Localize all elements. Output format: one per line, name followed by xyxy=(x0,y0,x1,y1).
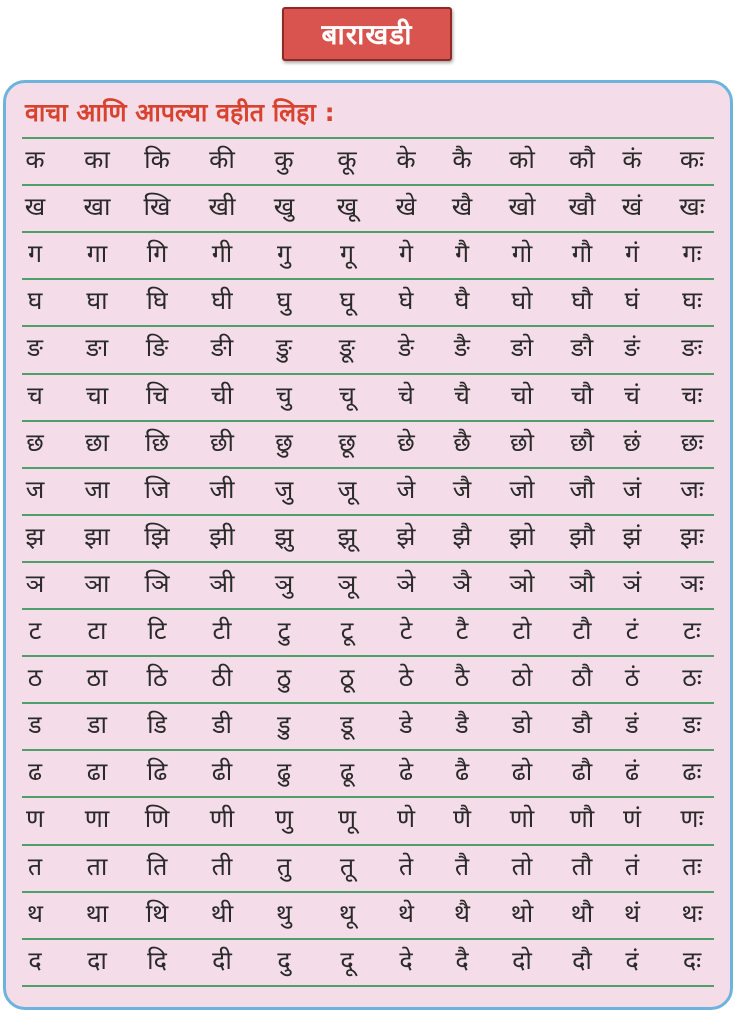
syllable-cell: घं xyxy=(624,286,640,316)
syllable-cell: थं xyxy=(624,898,640,928)
syllable-cell: छू xyxy=(338,427,356,457)
syllable-cell: झं xyxy=(622,521,642,551)
syllable-cell: थ xyxy=(27,898,43,928)
syllable-cell: झु xyxy=(274,521,294,551)
syllable-cell: झः xyxy=(680,521,704,551)
syllable-cell: ङो xyxy=(510,333,534,363)
row-divider xyxy=(22,325,714,327)
syllable-cell: ढी xyxy=(211,757,233,787)
syllable-cell: ढ xyxy=(27,757,43,787)
syllable-cell: का xyxy=(84,145,110,174)
syllable-cell: टि xyxy=(147,616,167,645)
syllable-cell: ञु xyxy=(274,568,294,598)
syllable-cell: घि xyxy=(146,286,168,316)
syllable-cell: णो xyxy=(509,804,535,834)
syllable-cell: छै xyxy=(453,427,471,457)
syllable-cell: डै xyxy=(455,710,469,740)
row-divider xyxy=(22,702,714,704)
syllable-cell: गि xyxy=(146,239,168,269)
syllable-cell: तः xyxy=(682,851,702,881)
row-divider xyxy=(22,655,714,657)
syllable-cell: दौ xyxy=(572,945,592,975)
syllable-cell: टः xyxy=(683,616,701,645)
syllable-cell: द xyxy=(28,945,42,975)
syllable-cell: खः xyxy=(679,192,705,222)
syllable-cell: जी xyxy=(209,474,235,504)
syllable-cell: टै xyxy=(455,616,469,645)
syllable-cell: चु xyxy=(276,380,292,410)
syllable-cell: छा xyxy=(84,427,109,457)
page-title: बाराखडी xyxy=(282,7,452,61)
syllable-cell: झि xyxy=(144,521,170,551)
row-divider xyxy=(22,561,714,563)
syllable-cell: थि xyxy=(145,898,169,928)
syllable-cell: थी xyxy=(210,898,234,928)
syllable-cell: चं xyxy=(624,380,640,410)
syllable-cell: गै xyxy=(454,239,470,269)
syllable-cell: जू xyxy=(337,474,357,504)
syllable-cell: ञौ xyxy=(569,568,595,598)
syllable-cell: ङं xyxy=(624,333,640,363)
syllable-cell: ठा xyxy=(86,663,108,693)
syllable-cell: कः xyxy=(679,145,705,174)
syllable-cell: छी xyxy=(209,427,234,457)
syllable-cell: ठै xyxy=(454,663,470,693)
syllable-cell: तं xyxy=(624,851,640,881)
row-divider xyxy=(22,467,714,469)
syllable-cell: टी xyxy=(212,616,232,645)
syllable-cell: चे xyxy=(398,380,414,410)
row-divider xyxy=(22,891,714,893)
syllable-cell: जौ xyxy=(569,474,595,504)
syllable-cell: थू xyxy=(339,898,355,928)
syllable-cell: छु xyxy=(275,427,293,457)
syllable-cell: णि xyxy=(144,804,170,834)
syllable-cell: ढौ xyxy=(571,757,593,787)
syllable-cell: खि xyxy=(143,192,171,222)
syllable-cell: जे xyxy=(396,474,416,504)
syllable-cell: णु xyxy=(274,804,294,834)
syllable-cell: जं xyxy=(622,474,642,504)
syllable-cell: जि xyxy=(144,474,170,504)
syllable-cell: टु xyxy=(277,616,291,645)
syllable-cell: जो xyxy=(509,474,535,504)
syllable-cell: तै xyxy=(454,851,470,881)
syllable-cell: ढा xyxy=(86,757,108,787)
syllable-cell: घः xyxy=(682,286,702,316)
syllable-cell: क xyxy=(25,145,45,174)
syllable-cell: डं xyxy=(625,710,639,740)
row-divider xyxy=(22,796,714,798)
syllable-cell: णा xyxy=(84,804,110,834)
syllable-cell: घु xyxy=(276,286,292,316)
syllable-cell: गं xyxy=(624,239,640,269)
syllable-cell: ची xyxy=(210,380,234,410)
syllable-cell: डु xyxy=(277,710,291,740)
row-divider xyxy=(22,749,714,751)
syllable-cell: गु xyxy=(276,239,292,269)
syllable-cell: ढं xyxy=(624,757,640,787)
syllable-cell: गी xyxy=(211,239,233,269)
syllable-cell: ख xyxy=(24,192,46,222)
syllable-cell: टं xyxy=(625,616,639,645)
syllable-cell: खे xyxy=(395,192,417,222)
syllable-cell: ङा xyxy=(85,333,109,363)
syllable-cell: गा xyxy=(86,239,108,269)
syllable-cell: णौ xyxy=(569,804,595,834)
syllable-cell: दि xyxy=(147,945,167,975)
syllable-cell: दी xyxy=(212,945,232,975)
syllable-cell: टो xyxy=(512,616,532,645)
syllable-cell: छे xyxy=(397,427,415,457)
syllable-cell: ण xyxy=(25,804,45,834)
syllable-cell: ञी xyxy=(209,568,235,598)
syllable-cell: ङ xyxy=(27,333,43,363)
syllable-cell: झा xyxy=(84,521,110,551)
syllable-cell: घू xyxy=(339,286,355,316)
syllable-cell: चै xyxy=(454,380,470,410)
syllable-cell: टू xyxy=(340,616,354,645)
syllable-cell: तौ xyxy=(571,851,593,881)
syllable-cell: घ xyxy=(27,286,43,316)
syllable-cell: छौ xyxy=(569,427,594,457)
syllable-cell: टा xyxy=(87,616,107,645)
row-divider xyxy=(22,938,714,940)
syllable-cell: खो xyxy=(508,192,536,222)
syllable-cell: तु xyxy=(276,851,292,881)
syllable-cell: कू xyxy=(337,145,357,174)
syllable-cell: ढू xyxy=(339,757,355,787)
syllable-cell: तो xyxy=(511,851,533,881)
syllable-cell: ता xyxy=(86,851,108,881)
syllable-cell: डी xyxy=(212,710,232,740)
syllable-cell: णं xyxy=(622,804,642,834)
syllable-cell: खौ xyxy=(568,192,596,222)
syllable-cell: दे xyxy=(399,945,413,975)
syllable-cell: ञ xyxy=(25,568,45,598)
row-divider xyxy=(22,608,714,610)
syllable-cell: ढे xyxy=(398,757,414,787)
syllable-cell: ठ xyxy=(27,663,43,693)
syllable-cell: ञै xyxy=(452,568,472,598)
syllable-cell: ङू xyxy=(339,333,355,363)
syllable-cell: थो xyxy=(510,898,534,928)
syllable-cell: गौ xyxy=(571,239,593,269)
syllable-cell: ट xyxy=(28,616,42,645)
syllable-cell: ड xyxy=(28,710,42,740)
syllable-cell: छः xyxy=(680,427,704,457)
syllable-cell: जै xyxy=(452,474,472,504)
syllable-cell: कु xyxy=(274,145,294,174)
syllable-cell: जु xyxy=(274,474,294,504)
syllable-cell: ठे xyxy=(398,663,414,693)
syllable-cell: थौ xyxy=(570,898,594,928)
syllable-cell: खा xyxy=(83,192,111,222)
row-divider xyxy=(22,231,714,233)
syllable-cell: ठू xyxy=(339,663,355,693)
syllable-cell: त xyxy=(27,851,43,881)
syllable-cell: ठि xyxy=(146,663,168,693)
syllable-cell: थे xyxy=(398,898,414,928)
syllable-cell: दः xyxy=(682,945,702,975)
syllable-cell: दै xyxy=(455,945,469,975)
syllable-cell: घो xyxy=(511,286,533,316)
syllable-cell: खं xyxy=(621,192,643,222)
syllable-cell: को xyxy=(509,145,535,174)
syllable-cell: णै xyxy=(452,804,472,834)
syllable-cell: चा xyxy=(85,380,109,410)
syllable-cell: दं xyxy=(625,945,639,975)
syllable-cell: ति xyxy=(146,851,168,881)
row-divider xyxy=(22,184,714,186)
syllable-cell: टे xyxy=(399,616,413,645)
syllable-cell: छ xyxy=(26,427,44,457)
syllable-cell: के xyxy=(396,145,416,174)
syllable-cell: ञः xyxy=(680,568,704,598)
syllable-cell: ङी xyxy=(210,333,234,363)
syllable-cell: खू xyxy=(336,192,358,222)
syllable-cell: जा xyxy=(84,474,110,504)
row-divider xyxy=(22,420,714,422)
syllable-cell: घौ xyxy=(571,286,593,316)
syllable-cell: डि xyxy=(147,710,167,740)
syllable-cell: झी xyxy=(209,521,235,551)
syllable-cell: कि xyxy=(144,145,170,174)
syllable-cell: घे xyxy=(398,286,414,316)
syllable-cell: गू xyxy=(339,239,355,269)
syllable-cell: णः xyxy=(680,804,704,834)
syllable-cell: ज xyxy=(25,474,45,504)
row-divider xyxy=(22,514,714,516)
syllable-cell: झ xyxy=(25,521,45,551)
syllable-cell: छो xyxy=(509,427,534,457)
syllable-cell: झे xyxy=(396,521,416,551)
syllable-cell: दा xyxy=(87,945,107,975)
syllable-cell: खी xyxy=(208,192,236,222)
instruction-heading: वाचा आणि आपल्या वहीत लिहा : xyxy=(25,98,335,127)
syllable-cell: था xyxy=(85,898,109,928)
row-divider xyxy=(22,373,714,375)
syllable-cell: णू xyxy=(337,804,357,834)
syllable-cell: थै xyxy=(454,898,470,928)
syllable-cell: ढि xyxy=(146,757,168,787)
syllable-cell: खै xyxy=(451,192,473,222)
syllable-cell: झो xyxy=(509,521,535,551)
syllable-cell: ञं xyxy=(622,568,642,598)
syllable-cell: ठु xyxy=(276,663,292,693)
syllable-cell: डो xyxy=(512,710,532,740)
syllable-cell: चः xyxy=(681,380,703,410)
syllable-cell: ठो xyxy=(511,663,533,693)
syllable-cell: ङौ xyxy=(570,333,594,363)
row-divider xyxy=(22,137,714,139)
syllable-cell: चि xyxy=(145,380,169,410)
syllable-cell: तू xyxy=(339,851,355,881)
syllable-cell: कै xyxy=(452,145,472,174)
syllable-cell: ढः xyxy=(682,757,702,787)
syllable-cell: झै xyxy=(452,521,472,551)
syllable-cell: णे xyxy=(396,804,416,834)
syllable-cell: ङु xyxy=(276,333,292,363)
syllable-cell: घा xyxy=(86,286,108,316)
syllable-cell: ङै xyxy=(454,333,470,363)
syllable-cell: डौ xyxy=(572,710,592,740)
syllable-cell: डः xyxy=(682,710,702,740)
syllable-cell: झू xyxy=(337,521,357,551)
syllable-cell: ठः xyxy=(682,663,702,693)
syllable-cell: घै xyxy=(454,286,470,316)
syllable-cell: ङः xyxy=(681,333,703,363)
syllable-cell: ढै xyxy=(454,757,470,787)
syllable-cell: खु xyxy=(273,192,295,222)
syllable-cell: गः xyxy=(682,239,702,269)
syllable-cell: च xyxy=(27,380,43,410)
syllable-cell: ञू xyxy=(337,568,357,598)
syllable-cell: चो xyxy=(510,380,534,410)
syllable-cell: ठी xyxy=(211,663,233,693)
syllable-cell: चू xyxy=(339,380,355,410)
syllable-cell: थः xyxy=(681,898,703,928)
syllable-cell: झौ xyxy=(569,521,595,551)
syllable-cell: की xyxy=(209,145,235,174)
syllable-cell: दु xyxy=(277,945,291,975)
syllable-cell: डे xyxy=(399,710,413,740)
syllable-cell: ञे xyxy=(396,568,416,598)
syllable-cell: ञो xyxy=(509,568,535,598)
syllable-cell: दो xyxy=(512,945,532,975)
syllable-cell: णी xyxy=(209,804,235,834)
syllable-cell: ङि xyxy=(145,333,169,363)
syllable-cell: टौ xyxy=(572,616,592,645)
syllable-cell: कौ xyxy=(569,145,595,174)
syllable-cell: ठौ xyxy=(571,663,593,693)
row-divider xyxy=(22,278,714,280)
syllable-cell: ञि xyxy=(144,568,170,598)
syllable-cell: छं xyxy=(623,427,641,457)
row-divider xyxy=(22,985,714,987)
syllable-cell: जः xyxy=(680,474,704,504)
row-divider xyxy=(22,844,714,846)
syllable-cell: ते xyxy=(398,851,414,881)
syllable-cell: घी xyxy=(211,286,233,316)
syllable-cell: छि xyxy=(144,427,169,457)
syllable-cell: ती xyxy=(211,851,233,881)
syllable-cell: दू xyxy=(340,945,354,975)
syllable-cell: चौ xyxy=(570,380,594,410)
syllable-cell: ग xyxy=(27,239,43,269)
syllable-cell: ञा xyxy=(84,568,110,598)
syllable-cell: ङे xyxy=(398,333,414,363)
syllable-cell: गो xyxy=(511,239,533,269)
syllable-cell: कं xyxy=(622,145,642,174)
syllable-cell: ठं xyxy=(624,663,640,693)
syllable-cell: ढु xyxy=(276,757,292,787)
syllable-cell: थु xyxy=(276,898,292,928)
syllable-cell: डा xyxy=(87,710,107,740)
syllable-cell: डू xyxy=(340,710,354,740)
syllable-cell: गे xyxy=(398,239,414,269)
syllable-cell: ढो xyxy=(511,757,533,787)
